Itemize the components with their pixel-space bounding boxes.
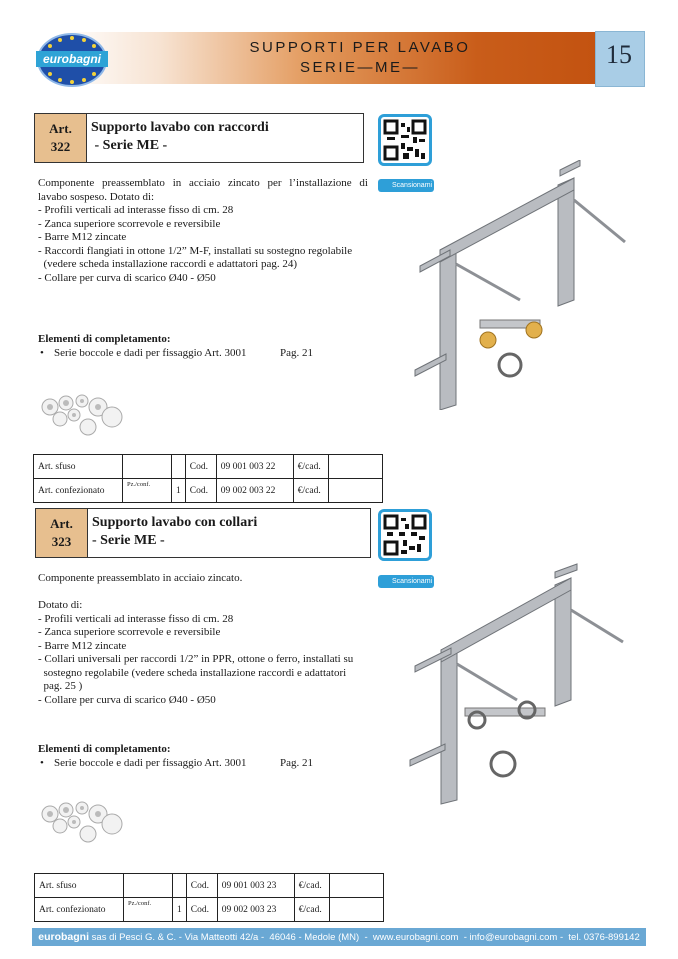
pz-conf: Pz./conf. <box>124 898 173 922</box>
bushings-nuts-image <box>38 800 130 850</box>
article-title-line2: - Serie ME - <box>91 138 168 153</box>
table-row <box>34 455 383 479</box>
page-title-line1: SUPPORTI PER LAVABO <box>249 39 471 56</box>
article-table-323 <box>34 873 384 922</box>
row-label: Art. sfuso <box>35 874 124 898</box>
table-row <box>35 874 384 898</box>
complement-item: Serie boccole e dadi per fissaggio Art. 3001 <box>54 757 247 769</box>
page-title <box>170 38 550 78</box>
unit-label: €/cad. <box>294 874 329 898</box>
complement-page: Pag. 21 <box>280 757 313 769</box>
description-line: - Barre M12 zincate <box>38 231 127 243</box>
unit-label: €/cad. <box>294 898 329 922</box>
complement-bullet: • <box>40 757 44 769</box>
qr-code[interactable] <box>378 114 432 166</box>
description-line: - Collare per curva di scarico Ø40 - Ø50 <box>38 693 216 706</box>
description-line <box>38 586 378 600</box>
article-title <box>91 119 269 155</box>
pz-conf <box>124 874 173 898</box>
article-header-322 <box>34 113 364 163</box>
unit-label: €/cad. <box>293 455 328 479</box>
table-row <box>34 479 383 503</box>
footer-brand: eurobagni <box>38 931 90 943</box>
description-line: Componente preassemblato in acciaio zincato. <box>38 572 243 584</box>
article-description <box>38 177 368 285</box>
product-code: 09 001 003 23 <box>217 874 294 898</box>
row-label: Art. confezionato <box>35 898 124 922</box>
article-table-322 <box>33 454 383 503</box>
complement-page: Pag. 21 <box>280 347 313 359</box>
qty <box>172 455 186 479</box>
article-header-323 <box>35 508 371 558</box>
price-cell <box>329 874 383 898</box>
article-title-line1: Supporto lavabo con collari <box>92 515 258 530</box>
qty: 1 <box>172 479 186 503</box>
article-description <box>38 572 378 707</box>
cod-label: Cod. <box>185 455 216 479</box>
art-label: Art. <box>50 516 73 531</box>
article-title-line1: Supporto lavabo con raccordi <box>91 120 269 135</box>
row-label: Art. confezionato <box>34 479 123 503</box>
page-number: 15 <box>606 40 632 69</box>
description-line: - Zanca superiore scorrevole e reversibile <box>38 626 221 638</box>
description-line: sostegno regolabile (vedere scheda installazione raccordi e adattatori <box>38 666 347 679</box>
qr-code-icon <box>381 117 429 163</box>
pz-conf: Pz./conf. <box>123 479 172 503</box>
qty <box>173 874 187 898</box>
product-code: 09 001 003 22 <box>216 455 293 479</box>
description-line: - Raccordi flangiati in ottone 1/2” M-F, installati su sostegno regolabile <box>38 244 353 257</box>
description-line: - Collari universali per raccordi 1/2” in PPR, ottone o ferro, installati su <box>38 653 354 665</box>
pz-conf <box>123 455 172 479</box>
unit-label: €/cad. <box>293 479 328 503</box>
price-cell <box>329 898 383 922</box>
page-title-line2: SERIE—ME— <box>299 59 420 76</box>
cod-label: Cod. <box>185 479 216 503</box>
description-line: - Collare per curva di scarico Ø40 - Ø50 <box>38 271 216 284</box>
complement-title: Elementi di completamento: <box>38 333 171 345</box>
article-title-line2: - Serie ME - <box>92 533 165 548</box>
product-code: 09 002 003 23 <box>217 898 294 922</box>
scan-button[interactable]: Scansionami <box>378 179 434 192</box>
complement-title: Elementi di completamento: <box>38 743 171 755</box>
wash-basin-support-collari-image <box>405 560 630 805</box>
cod-label: Cod. <box>186 874 217 898</box>
price-cell <box>328 479 382 503</box>
scan-button[interactable]: Scansionami <box>378 575 434 588</box>
qr-code-icon <box>381 512 429 558</box>
row-label: Art. sfuso <box>34 455 123 479</box>
description-line: - Barre M12 zincate <box>38 639 127 652</box>
description-line: Componente preassemblato in acciaio zincato per l’installazione di <box>38 177 368 189</box>
bushings-nuts-image <box>38 393 130 443</box>
description-line: Dotato di: <box>38 599 83 611</box>
footer-contact: sas di Pesci G. & C. - Via Matteotti 42/a - 46046 - Medole (MN) - www.eurobagni.com - info@eurobagni.com - tel. 0376-899142 <box>89 932 640 943</box>
price-cell <box>328 455 382 479</box>
product-code: 09 002 003 22 <box>216 479 293 503</box>
qty: 1 <box>173 898 187 922</box>
qr-code[interactable] <box>378 509 432 561</box>
wash-basin-support-raccordi-image <box>410 160 630 410</box>
description-line: pag. 25 ) <box>38 680 83 692</box>
cod-label: Cod. <box>186 898 217 922</box>
description-line: - Profili verticali ad interasse fisso di cm. 28 <box>38 204 234 216</box>
complement-bullet: • <box>40 347 44 359</box>
logo-text: eurobagni <box>42 52 101 66</box>
art-number: 322 <box>50 139 71 154</box>
table-row <box>35 898 384 922</box>
art-number: 323 <box>51 534 72 549</box>
complement-item: Serie boccole e dadi per fissaggio Art. 3001 <box>54 347 247 359</box>
article-code <box>36 509 88 557</box>
footer-bar <box>32 928 646 946</box>
art-label: Art. <box>49 121 72 136</box>
description-line: (vedere scheda installazione raccordi e adattatori pag. 24) <box>38 258 297 270</box>
article-title <box>92 514 257 550</box>
description-line: - Profili verticali ad interasse fisso di cm. 28 <box>38 612 234 625</box>
description-line: lavabo sospeso. Dotato di: <box>38 190 155 203</box>
article-code <box>35 114 87 162</box>
description-line: - Zanca superiore scorrevole e reversibile <box>38 217 221 230</box>
